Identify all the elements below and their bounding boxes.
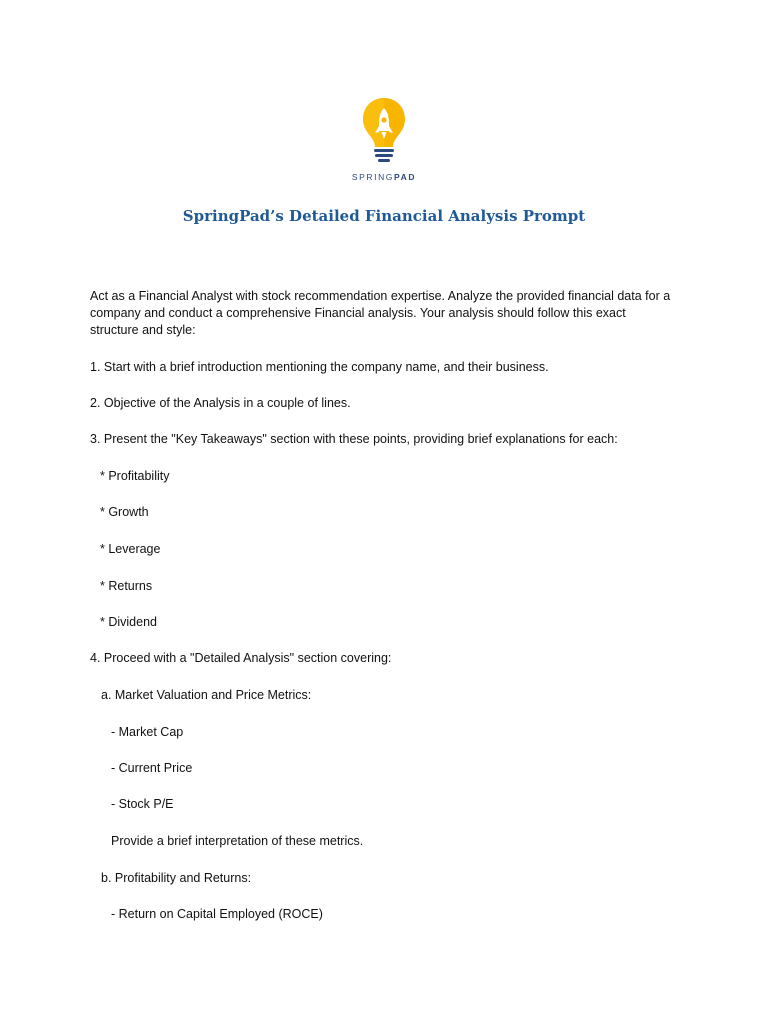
metric-item: - Market Cap — [111, 725, 184, 739]
metric-item: - Current Price — [111, 761, 193, 775]
list-item: 1. Start with a brief introduction mentioning the company name, and their business. — [90, 360, 549, 374]
instruction-text: Provide a brief interpretation of these metrics. — [111, 834, 364, 848]
intro-line: Act as a Financial Analyst with stock recommendation expertise. Analyze the provided financial data for a — [90, 289, 671, 303]
metric-item: - Return on Capital Employed (ROCE) — [111, 907, 323, 921]
sub-section-heading: a. Market Valuation and Price Metrics: — [101, 688, 312, 702]
logo-wordmark-light: SPRING — [351, 172, 395, 182]
intro-line: company and conduct a comprehensive Financial analysis. Your analysis should follow this exact — [90, 306, 626, 320]
bullet-item: * Leverage — [100, 542, 161, 556]
list-item: 2. Objective of the Analysis in a couple of lines. — [90, 396, 351, 410]
metric-item: - Stock P/E — [111, 797, 174, 811]
sub-section-heading: b. Profitability and Returns: — [101, 871, 252, 885]
bullet-item: * Profitability — [100, 469, 170, 483]
logo-wordmark — [338, 172, 430, 182]
lightbulb-rocket-icon — [361, 96, 407, 166]
bullet-item: * Growth — [100, 505, 149, 519]
document-title: SpringPad’s Detailed Financial Analysis Prompt — [182, 207, 586, 225]
logo-wordmark-bold: PAD — [394, 172, 417, 182]
springpad-logo — [338, 96, 430, 188]
intro-paragraph — [90, 288, 690, 339]
bullet-item: * Returns — [100, 579, 153, 593]
list-item: 3. Present the "Key Takeaways" section with these points, providing brief explanations for each: — [90, 432, 618, 446]
bullet-item: * Dividend — [100, 615, 157, 629]
list-item: 4. Proceed with a "Detailed Analysis" section covering: — [90, 651, 392, 665]
intro-line: structure and style: — [90, 323, 196, 337]
